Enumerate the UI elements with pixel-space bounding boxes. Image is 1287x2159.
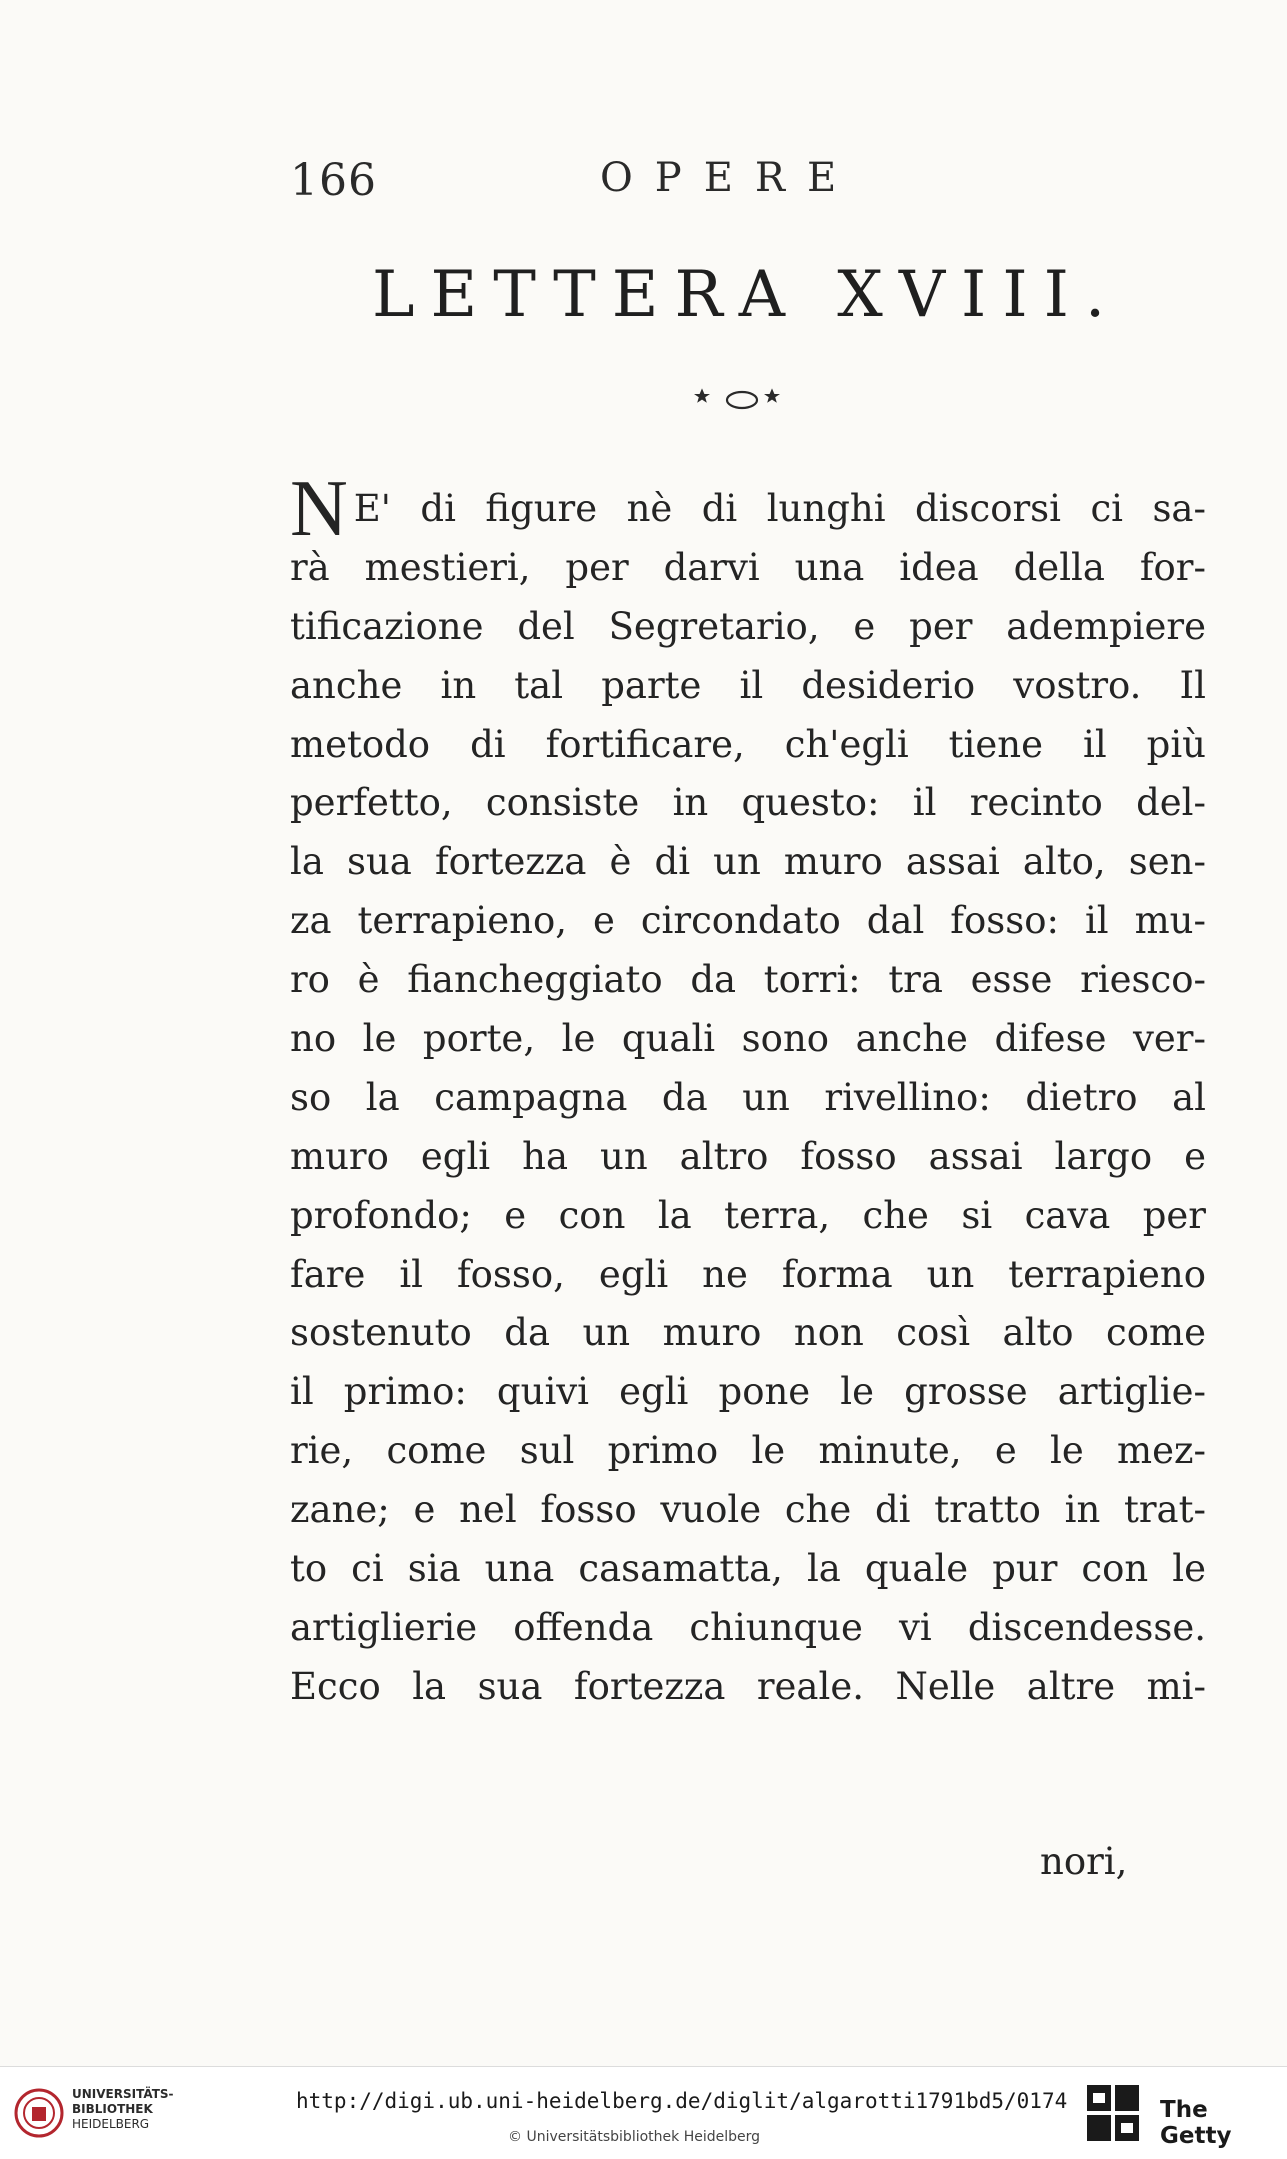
line-text: E' di figure nè di lunghi discorsi ci sa-	[353, 487, 1206, 530]
text-line	[290, 951, 1206, 1010]
line-text: profondo; e con la terra, che si cava per	[290, 1193, 1206, 1237]
line-text: so la campagna da un rivellino: dietro al	[290, 1075, 1206, 1119]
line-text: rie, come sul primo le minute, e le mez-	[290, 1429, 1206, 1473]
text-line	[290, 1128, 1206, 1187]
text-line	[290, 1069, 1206, 1128]
line-text: ro è fiancheggiato da torri: tra esse riesco-	[290, 958, 1206, 1002]
drop-cap: N	[290, 465, 348, 553]
text-line	[290, 833, 1206, 892]
text-line	[290, 892, 1206, 951]
text-line	[290, 1363, 1206, 1422]
institution-line: UNIVERSITÄTS-	[72, 2087, 174, 2101]
line-text: za terrapieno, e circondato dal fosso: il mu-	[290, 899, 1206, 943]
text-line	[290, 657, 1206, 716]
letter-body	[290, 465, 1206, 1717]
permalink-link[interactable]: http://digi.ub.uni-heidelberg.de/diglit/algarotti1791bd5/0174	[296, 2089, 1068, 2113]
line-text: rà mestieri, per darvi una idea della for-	[290, 545, 1206, 589]
text-line	[290, 774, 1206, 833]
line-text: sostenuto da un muro non così alto come	[290, 1311, 1206, 1355]
line-text: la sua fortezza è di un muro assai alto, sen-	[290, 840, 1206, 884]
line-text: perfetto, consiste in questo: il recinto del-	[290, 781, 1206, 825]
page-number: 166	[290, 155, 377, 206]
catchword: nori,	[1040, 1840, 1128, 1883]
university-seal-icon	[14, 2085, 64, 2141]
text-line	[290, 1010, 1206, 1069]
ornament-divider	[692, 385, 792, 415]
running-title: OPERE	[600, 155, 859, 201]
line-text: artiglierie offenda chiunque vi discendesse.	[290, 1605, 1206, 1649]
text-line	[290, 1422, 1206, 1481]
oval-icon	[727, 392, 757, 408]
line-text: tificazione del Segretario, e per adempiere	[290, 604, 1206, 648]
line-text: zane; e nel fosso vuole che di tratto in trat-	[290, 1488, 1206, 1532]
text-line	[290, 1599, 1206, 1658]
line-text: metodo di fortificare, ch'egli tiene il più	[290, 722, 1206, 766]
copyright-notice: © Universitätsbibliothek Heidelberg	[508, 2129, 761, 2145]
text-line	[290, 598, 1206, 657]
page-header	[290, 155, 1190, 215]
text-line	[290, 1246, 1206, 1305]
text-line	[290, 1481, 1206, 1540]
line-text: il primo: quivi egli pone le grosse artiglie-	[290, 1370, 1206, 1414]
text-line	[290, 716, 1206, 775]
text-line	[290, 539, 1206, 598]
text-line	[290, 1304, 1206, 1363]
institution-line: BIBLIOTHEK	[72, 2102, 153, 2116]
viewer-footer	[0, 2066, 1287, 2159]
chapter-title: LETTERA XVIII.	[372, 258, 1122, 332]
institution-city: HEIDELBERG	[72, 2117, 150, 2131]
line-text: to ci sia una casamatta, la quale pur con le	[290, 1547, 1206, 1591]
getty-logo-icon	[1085, 2083, 1141, 2143]
text-line	[290, 465, 1206, 553]
line-text: muro egli ha un altro fosso assai largo e	[290, 1134, 1206, 1178]
line-text: no le porte, le quali sono anche difese ver-	[290, 1017, 1206, 1061]
star-left-icon	[694, 388, 710, 402]
text-line	[290, 1658, 1206, 1717]
line-text: Ecco la sua fortezza reale. Nelle altre mi-	[290, 1664, 1206, 1708]
text-line	[290, 1187, 1206, 1246]
institution-name	[72, 2087, 174, 2132]
partner-name: The Getty	[1160, 2097, 1232, 2149]
star-right-icon	[764, 388, 780, 402]
line-text: fare il fosso, egli ne forma un terrapieno	[290, 1252, 1206, 1296]
text-line	[290, 1540, 1206, 1599]
line-text: anche in tal parte il desiderio vostro. Il	[290, 663, 1206, 707]
